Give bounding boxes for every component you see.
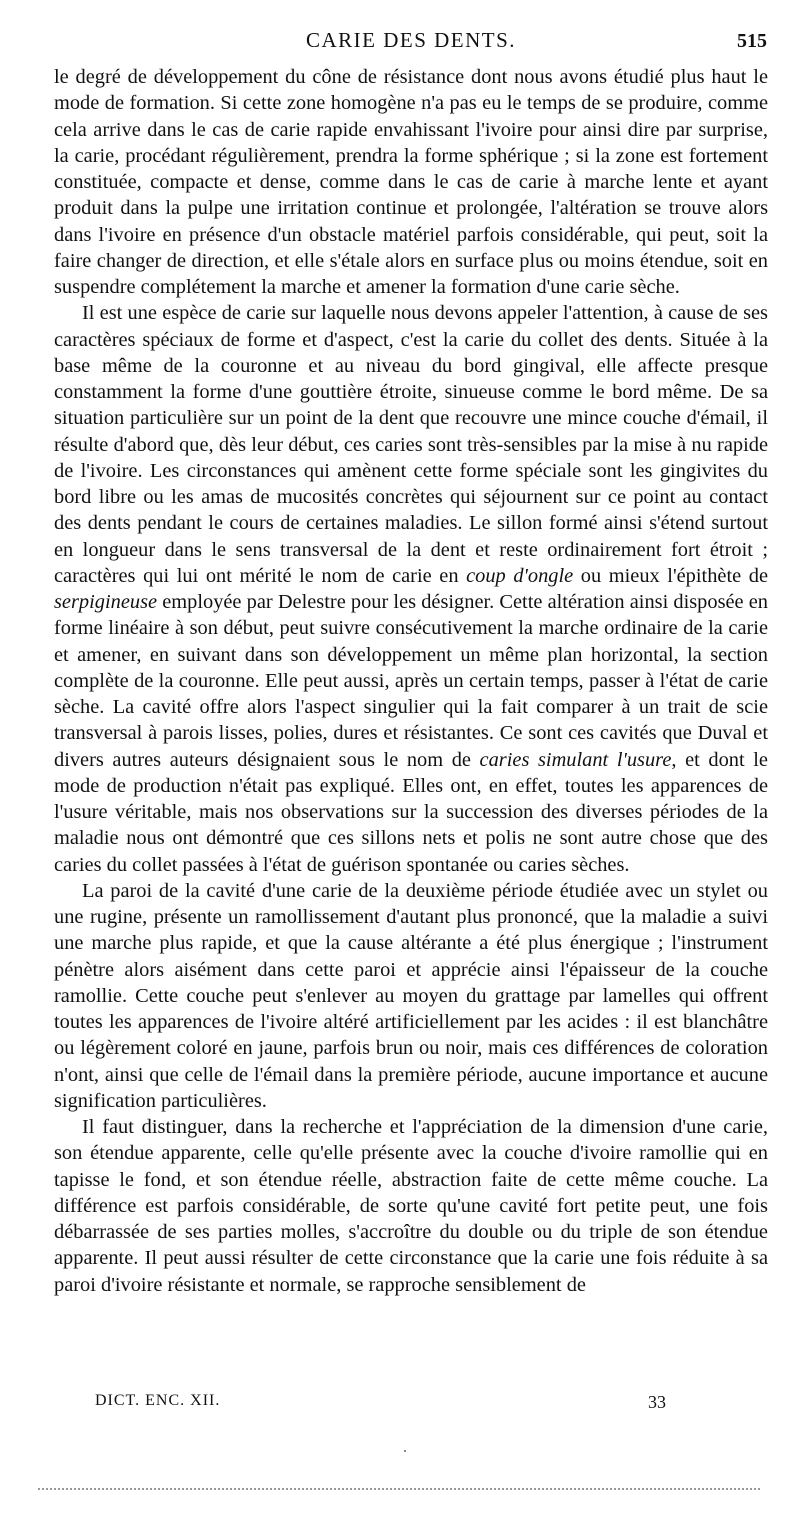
text-run: La paroi de la cavité d'une carie de la deuxième période étudiée avec un stylet ou une rugine, présente un ramollissement d'autant plus prononcé, que la maladie a suivi une marche plus rapide, et que la cause altérante a été plus énergique ; l'instrument pénètre alors aisément dans cette paroi et apprécie ainsi l'épaisseur de la couche ramollie. Cette couche peut s'enlever au moyen du grattage par lamelles qui offrent toutes les apparences de l'ivoire altéré artificiellement par les acides : il est blanchâtre ou légèrement coloré en jaune, parfois brun ou noir, mais ces différences de coloration n'ont, ainsi que celle de l'émail dans la première période, aucune importance et aucune signification particulières. xyxy=(54,879,768,1112)
body-text xyxy=(54,64,768,1298)
paragraph xyxy=(54,878,768,1114)
dotted-rule xyxy=(38,1488,760,1490)
paragraph xyxy=(54,300,768,878)
running-head xyxy=(55,28,767,56)
stray-mark xyxy=(404,1450,406,1452)
printer-signature: DICT. ENC. XII. xyxy=(95,1392,221,1409)
text-run: ou mieux l'épithète de xyxy=(573,564,768,587)
running-title: CARIE DES DENTS. xyxy=(305,28,517,52)
page-number: 515 xyxy=(737,30,767,52)
paragraph xyxy=(54,1114,768,1298)
signature-number: 33 xyxy=(648,1392,666,1412)
paragraph xyxy=(54,64,768,300)
italic-phrase: caries simulant l'usure xyxy=(479,748,672,771)
text-run: employée par Delestre pour les désigner. Cette altération ainsi disposée en forme linéaire à son début, peut suivre consécutivement la marche ordinaire de la carie et amener, en suivant dans son développement un même plan horizontal, la section complète de la couronne. Elle peut aussi, après un certain temps, passer à l'état de carie sèche. La cavité offre alors l'aspect singulier qui la fait comparer à un trait de scie transversal à parois lisses, polies, dures et résistantes. Ce sont ces cavités que Duval et divers autres auteurs désignaient sous le nom de xyxy=(54,591,768,771)
italic-phrase: serpigineuse xyxy=(54,591,158,613)
text-run: , et dont le mode de production n'était pas expliqué. Elles ont, en effet, toutes les apparences de l'usure véritable, mais nos observations sur la succession des diverses périodes de la maladie nous ont démontré que ces sillons nets et polis ne sont autre chose que des caries du collet passées à l'état de guérison spontanée ou caries sèches. xyxy=(54,748,768,876)
italic-phrase: coup d'ongle xyxy=(466,564,574,587)
text-run: Il faut distinguer, dans la recherche et l'appréciation de la dimension d'une carie, son étendue apparente, celle qu'elle présente avec la couche d'ivoire ramollie qui en tapisse le fond, et son étendue réelle, abstraction faite de cette même couche. La différence est parfois considérable, de sorte qu'une cavité fort petite peut, une fois débarrassée de ses parties molles, s'accroître du double ou du triple de son étendue apparente. Il peut aussi résulter de cette circonstance que la carie une fois réduite à sa paroi d'ivoire résistante et normale, se rapproche sensiblement de xyxy=(54,1116,768,1296)
text-run: le degré de développement du cône de résistance dont nous avons étudié plus haut le mode de formation. Si cette zone homogène n'a pas eu le temps de se produire, comme cela arrive dans le cas de carie rapide envahissant l'ivoire pour ainsi dire par surprise, la carie, procédant régulièrement, prendra la forme sphérique ; si la zone est fortement constituée, compacte et dense, comme dans le cas de carie à marche lente et ayant produit dans la pulpe une irritation continue et prolongée, l'altération se trouve alors dans l'ivoire en présence d'un obstacle matériel parfois considérable, qui peut, soit la faire changer de direction, et elle s'étale alors en surface plus ou moins étendue, soit en suspendre complétement la marche et amener la formation d'une carie sèche. xyxy=(54,66,768,298)
text-run: Il est une espèce de carie sur laquelle nous devons appeler l'attention, à cause de ses caractères spéciaux de forme et d'aspect, c'est la carie du collet des dents. Située à la base même de la couronne et au niveau du bord gingival, elle affecte presque constamment la forme d'une gouttière étroite, sinueuse comme le bord même. De sa situation particulière sur un point de la dent que recouvre une mince couche d'émail, il résulte d'abord que, dès leur début, ces caries sont très-sensibles par la mise à nu rapide de l'ivoire. Les circonstances qui amènent cette forme spéciale sont les gingivites du bord libre ou les amas de mucosités concrètes qui séjournent sur ce point au contact des dents pendant le cours de certaines maladies. Le sillon formé ainsi s'étend surtout en longueur dans le sens transversal de la dent et reste ordinairement fort étroit ; caractères qui lui ont mérité le nom de carie en xyxy=(54,302,768,587)
